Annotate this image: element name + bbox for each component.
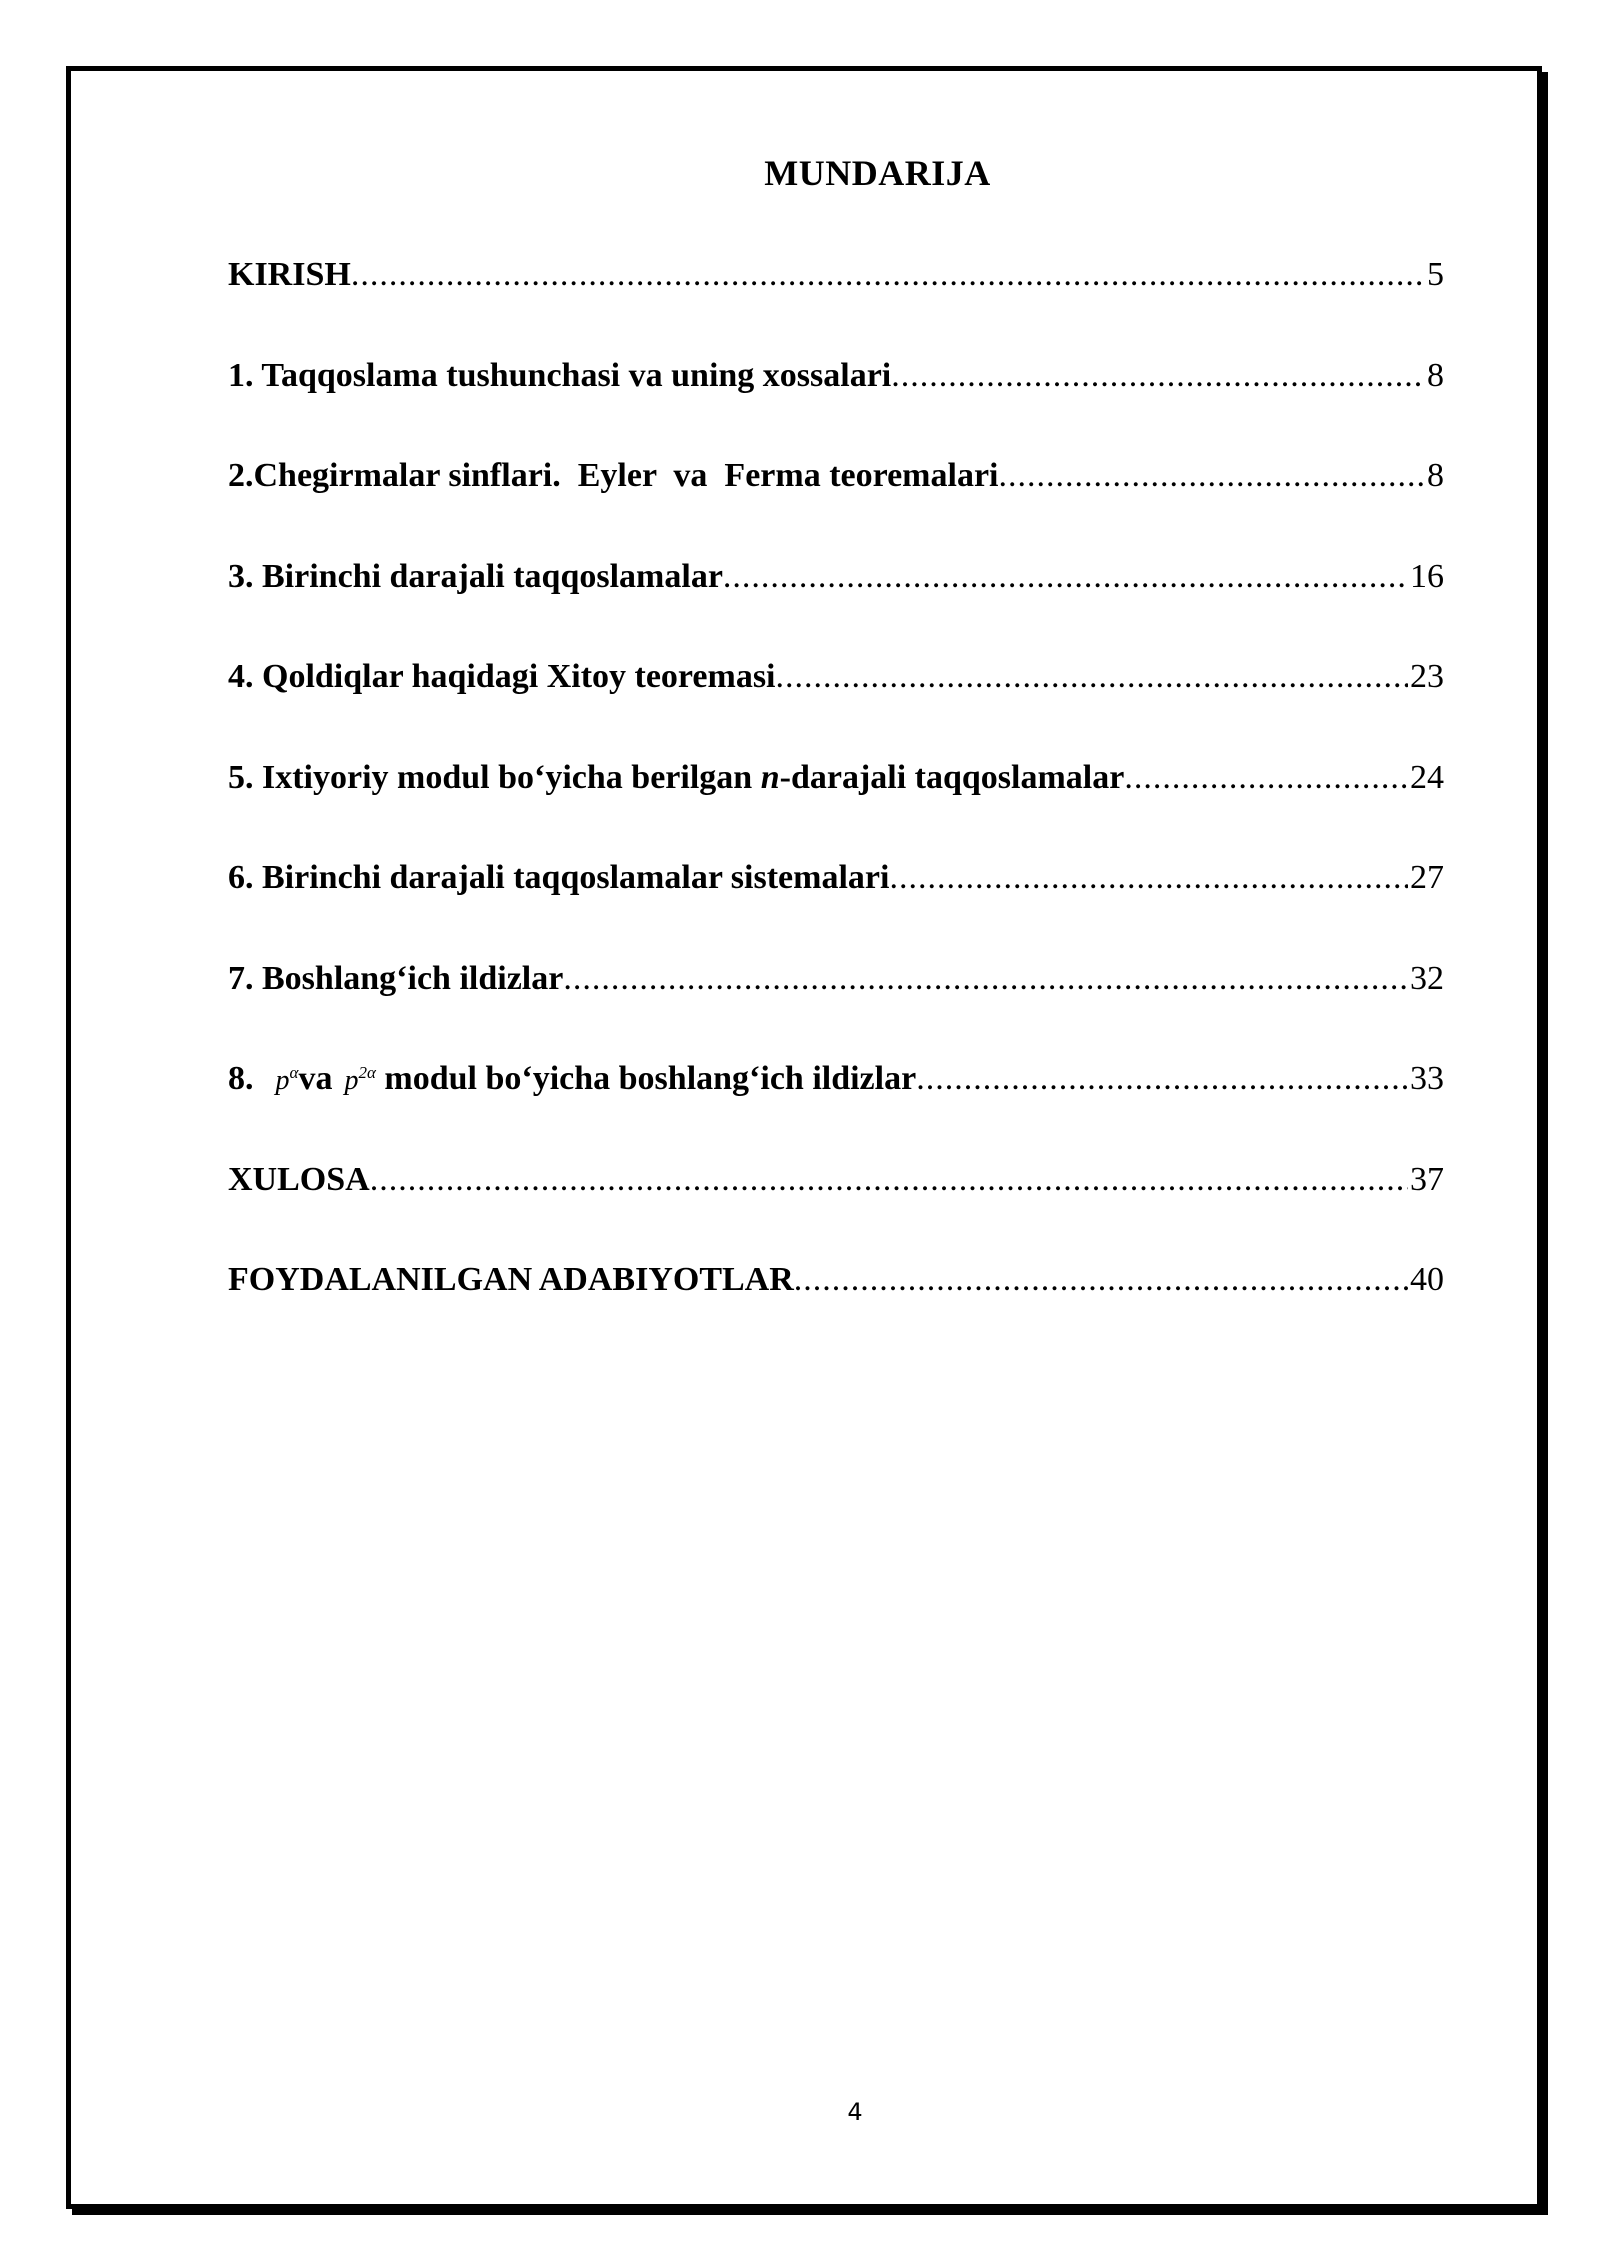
toc-entry-page: 5 [1427,256,1444,293]
toc-entry-page: 27 [1410,859,1444,896]
toc-entry-page: 16 [1410,557,1444,595]
toc-entry-7[interactable] [228,954,1444,1055]
toc-entry-xulosa[interactable] [228,1155,1444,1256]
toc-entry-label: 7. Boshlang‘ich ildizlar [228,959,564,997]
toc-entry-1[interactable] [228,351,1444,452]
page-number: 4 [847,2098,863,2126]
math-base: p [344,1065,359,1096]
toc-entry-label: 4. Qoldiqlar haqidagi Xitoy teoremasi [228,658,776,695]
dot-leader [916,1054,1408,1104]
toc-entry-label [228,753,1124,803]
label-number: 8. [228,1060,254,1097]
dot-leader [794,1255,1408,1305]
math-p-2alpha [344,1065,375,1096]
label-suffix: -darajali taqqoslamalar [779,758,1125,796]
toc-entry-page: 40 [1410,1261,1444,1298]
toc-title: MUNDARIJA [764,153,991,193]
dot-leader [998,451,1425,501]
dot-leader [1124,753,1408,803]
toc-entry-label: 3. Birinchi darajali taqqoslamalar [228,557,723,595]
label-mid: va [298,1060,333,1097]
toc-entry-4[interactable] [228,652,1444,753]
toc-entry-label: KIRISH [228,256,351,293]
toc-entry-page: 23 [1410,658,1444,695]
dot-leader [776,652,1408,702]
toc-entry-6[interactable] [228,853,1444,954]
toc-entry-page: 32 [1410,959,1444,997]
toc-entry-2[interactable] [228,451,1444,552]
dot-leader [563,954,1408,1004]
toc-entry-label: 1. Taqqoslama tushunchasi va uning xossalari [228,356,892,394]
dot-leader [889,853,1408,903]
math-p-alpha [276,1065,299,1096]
toc-entry-page: 8 [1427,356,1444,394]
math-base: p [275,1065,290,1096]
toc-entry-8[interactable] [228,1054,1444,1155]
toc-entry-label: 2.Chegirmalar sinflari. Eyler va Ferma teoremalari [228,457,999,494]
table-of-contents [228,250,1444,1356]
dot-leader [370,1155,1408,1205]
toc-entry-page: 8 [1427,457,1444,494]
toc-entry-page: 33 [1410,1060,1444,1097]
toc-entry-label [228,1054,916,1106]
toc-entry-label: FOYDALANILGAN ADABIYOTLAR [228,1261,794,1298]
variable-n: n [760,758,780,796]
toc-entry-3[interactable] [228,552,1444,653]
toc-entry-label: 6. Birinchi darajali taqqoslamalar sistemalari [228,859,890,896]
label-prefix: 5. Ixtiyoriy modul bo‘yicha berilgan [228,758,761,796]
math-exponent: α [289,1063,299,1082]
toc-entry-5[interactable] [228,753,1444,854]
toc-entry-page: 37 [1410,1160,1444,1198]
toc-entry-page: 24 [1410,758,1444,796]
dot-leader [351,250,1425,300]
toc-entry-kirish[interactable] [228,250,1444,351]
label-rest: modul bo‘yicha boshlang‘ich ildizlar [375,1060,917,1097]
dot-leader [723,552,1408,602]
toc-entry-adabiyotlar[interactable] [228,1255,1444,1356]
math-exponent: 2α [358,1063,376,1082]
toc-entry-label: XULOSA [228,1160,370,1198]
dot-leader [891,351,1425,401]
